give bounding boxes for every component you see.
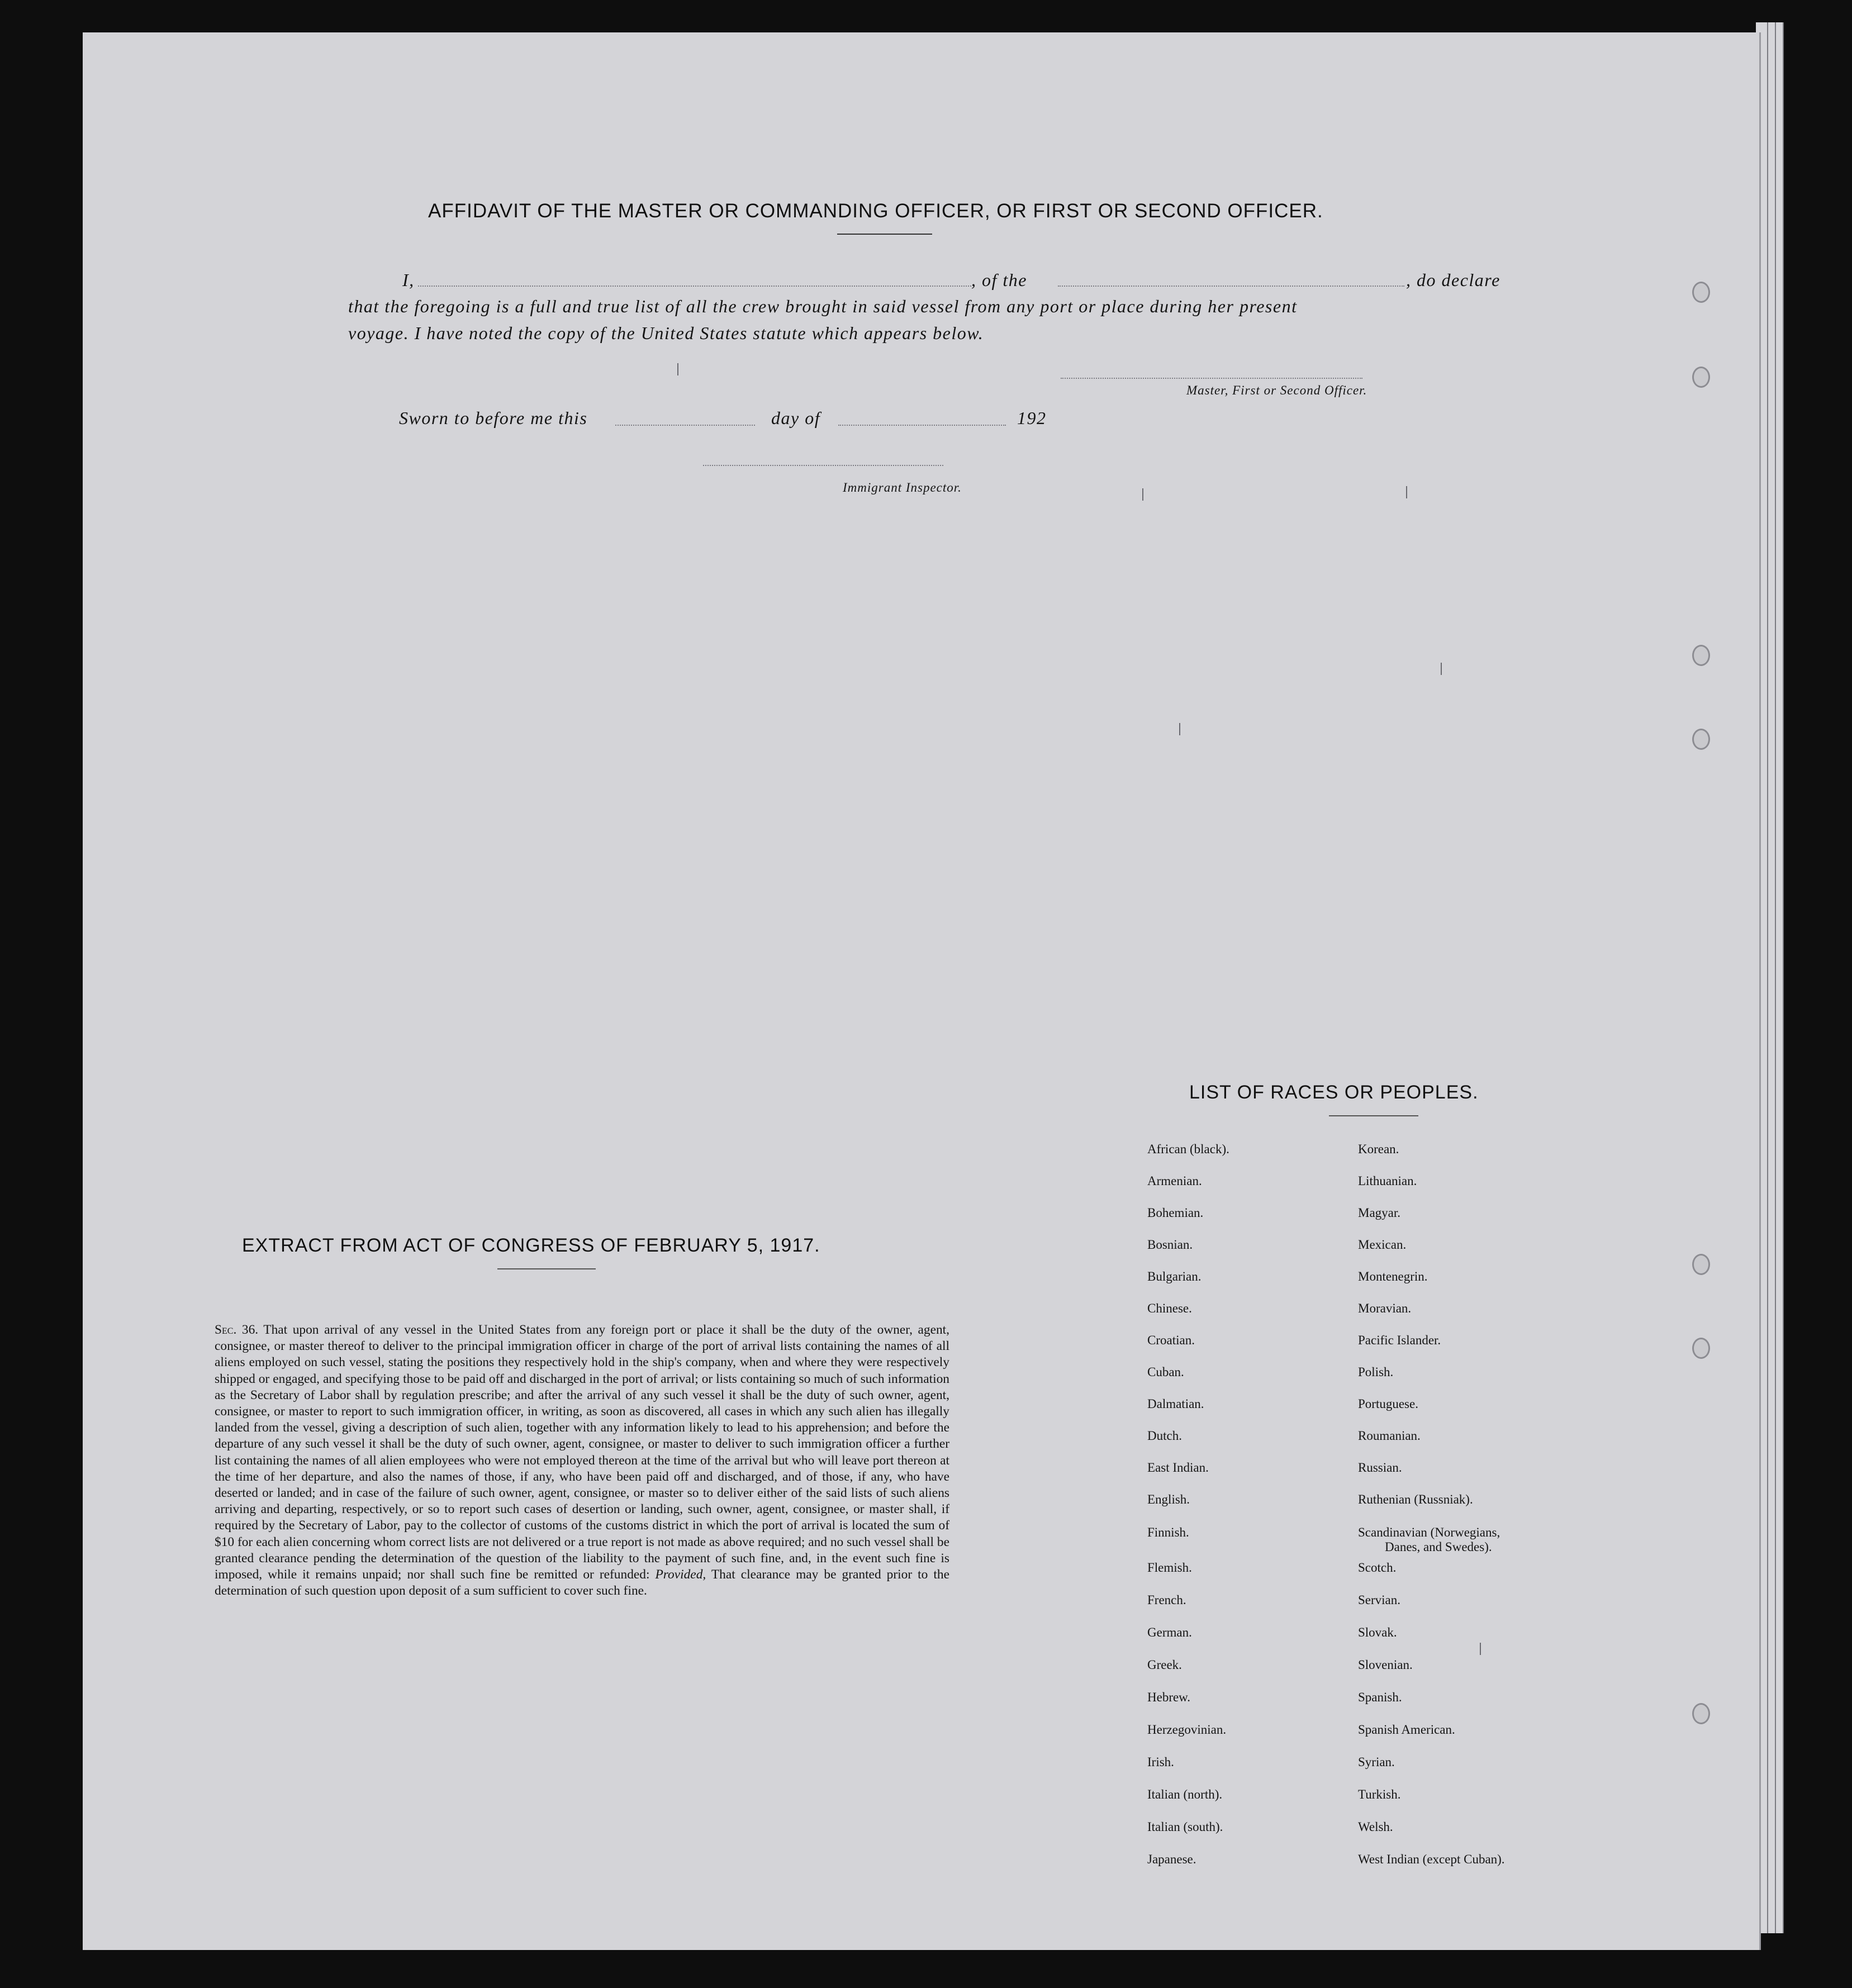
races-title-rule	[1329, 1115, 1418, 1116]
race-item: Turkish.	[1358, 1787, 1401, 1801]
sworn-year: 192	[1017, 408, 1047, 428]
officer-label: Master, First or Second Officer.	[1186, 383, 1367, 397]
race-item: Cuban.	[1147, 1365, 1184, 1379]
affidavit-title-rule	[837, 234, 932, 235]
document-page	[83, 32, 1761, 1950]
scan-mark	[1406, 486, 1407, 498]
race-item: Scandinavian (Norwegians,	[1358, 1525, 1500, 1539]
extract-title: EXTRACT FROM ACT OF CONGRESS OF FEBRUARY 5, 1917.	[242, 1235, 820, 1256]
race-item: German.	[1147, 1625, 1192, 1639]
race-item: Korean.	[1358, 1142, 1399, 1156]
race-item: African (black).	[1147, 1142, 1229, 1156]
race-item: Polish.	[1358, 1365, 1394, 1379]
race-item: Russian.	[1358, 1461, 1402, 1475]
binder-hole	[1692, 1338, 1710, 1359]
sworn-day-field[interactable]	[615, 425, 755, 426]
binder-hole	[1692, 1254, 1710, 1275]
name-field[interactable]	[418, 286, 971, 287]
extract-section-label: Sec. 36.	[215, 1323, 259, 1337]
race-item: Slovak.	[1358, 1625, 1397, 1639]
race-item: Italian (north).	[1147, 1787, 1223, 1801]
officer-signature-line[interactable]	[1061, 378, 1362, 379]
race-item: Flemish.	[1147, 1561, 1192, 1575]
extract-provided: Provided,	[655, 1567, 706, 1582]
race-item: East Indian.	[1147, 1461, 1209, 1475]
race-item: Greek.	[1147, 1658, 1182, 1672]
declare-line-1-end: , do declare	[1406, 270, 1500, 290]
race-item: Italian (south).	[1147, 1820, 1223, 1834]
sworn-text: Sworn to before me this	[399, 408, 588, 428]
race-item: Lithuanian.	[1358, 1174, 1417, 1188]
race-item: Magyar.	[1358, 1206, 1401, 1220]
race-item: Welsh.	[1358, 1820, 1393, 1834]
race-item: Spanish.	[1358, 1690, 1402, 1704]
scan-mark	[1142, 488, 1143, 501]
race-item: Japanese.	[1147, 1852, 1196, 1866]
race-item: Spanish American.	[1358, 1723, 1455, 1737]
scan-mark	[677, 363, 678, 375]
affidavit-title: AFFIDAVIT OF THE MASTER OR COMMANDING OFFICER, OR FIRST OR SECOND OFFICER.	[428, 200, 1323, 222]
race-item: Roumanian.	[1358, 1429, 1421, 1443]
race-item: Montenegrin.	[1358, 1269, 1428, 1283]
extract-body	[215, 1322, 949, 1599]
race-item: Syrian.	[1358, 1755, 1395, 1769]
race-item: Dutch.	[1147, 1429, 1182, 1443]
race-item: Dalmatian.	[1147, 1397, 1204, 1411]
race-item: Slovenian.	[1358, 1658, 1413, 1672]
extract-body-text: That upon arrival of any vessel in the United States from any foreign port or place it shall be the duty of the owner, agent, consignee, or master thereof to deliver to the principal immigration officer in charge of the port of arrival lists containing the names of all aliens employed on such vessel, stating the positions they respectively hold in the ship's company, when and where they were respectively shipped or engaged, and specifying those to be paid off and discharged in the port of arrival; or lists containing so much of such information as the Secretary of Labor shall by regulation prescribe; and after the arrival of any such vessel it shall be the duty of such owner, agent, consignee, or master to report to such immigration officer, in writing, as soon as discovered, all cases in which any such alien has illegally landed from the vessel, giving a description of such alien, together with any information likely to lead to his apprehension; and before the departure of any such vessel it shall be the duty of such owner, agent, consignee, or master to deliver to such immigration officer a further list containing the names of all alien employees who were not employed thereon at the time of the arrival but who will leave port thereon at the time of her departure, and also the names of those, if any, who have been paid off and discharged, and of those, if any, who have deserted or landed; and in case of the failure of such owner, agent, consignee, or master so to deliver either of the said lists of such aliens arriving and departing, respectively, or so to report such cases of desertion or landing, such owner, agent, consignee, or master shall, if required by the Secretary of Labor, pay to the collector of customs of the customs district in which the port of arrival is located the sum of $10 for each alien concerning whom correct lists are not delivered or a true report is not made as above required; and no such vessel shall be granted clearance pending the determination of the question of the liability to the payment of such fine, and, in the event such fine is imposed, while it remains unpaid; nor shall such fine be remitted or refunded:	[215, 1323, 950, 1582]
vessel-field[interactable]	[1058, 286, 1404, 287]
declare-line-2: that the foregoing is a full and true list of all the crew brought in said vessel from any port or place during her present	[348, 296, 1298, 316]
binder-hole	[1692, 367, 1710, 388]
binder-hole	[1692, 282, 1710, 303]
race-item: Pacific Islander.	[1358, 1333, 1441, 1347]
race-item: West Indian (except Cuban).	[1358, 1852, 1505, 1866]
race-item: Croatian.	[1147, 1333, 1195, 1347]
declare-line-1-start: I,	[402, 270, 415, 290]
binder-hole	[1692, 1703, 1710, 1724]
race-item: Portuguese.	[1358, 1397, 1418, 1411]
race-item: Moravian.	[1358, 1301, 1412, 1315]
race-item: Bulgarian.	[1147, 1269, 1202, 1283]
extract-body-text-2: That clearance may be granted prior to the determination of such question upon deposit of a sum sufficient to cover such fine.	[215, 1567, 949, 1599]
race-item: Scotch.	[1358, 1561, 1397, 1575]
scan-mark	[1480, 1643, 1481, 1655]
race-item: Danes, and Swedes).	[1385, 1540, 1492, 1554]
race-item: English.	[1147, 1492, 1190, 1506]
race-item: Irish.	[1147, 1755, 1174, 1769]
inspector-label: Immigrant Inspector.	[843, 481, 962, 494]
sworn-day-of: day of	[771, 408, 821, 428]
races-title: LIST OF RACES OR PEOPLES.	[1189, 1082, 1479, 1103]
extract-title-rule	[497, 1268, 596, 1269]
sworn-month-field[interactable]	[838, 425, 1006, 426]
binder-hole	[1692, 645, 1710, 666]
race-item: Mexican.	[1358, 1238, 1407, 1252]
race-item: Herzegovinian.	[1147, 1723, 1227, 1737]
inspector-signature-line[interactable]	[703, 465, 943, 466]
binder-hole	[1692, 729, 1710, 750]
race-item: French.	[1147, 1593, 1186, 1607]
race-item: Bosnian.	[1147, 1238, 1193, 1252]
race-item: Chinese.	[1147, 1301, 1192, 1315]
race-item: Servian.	[1358, 1593, 1401, 1607]
race-item: Bohemian.	[1147, 1206, 1204, 1220]
scan-mark	[1179, 723, 1180, 735]
race-item: Hebrew.	[1147, 1690, 1191, 1704]
declare-line-3: voyage. I have noted the copy of the United States statute which appears below.	[348, 323, 984, 343]
scan-mark	[1441, 663, 1442, 675]
race-item: Armenian.	[1147, 1174, 1202, 1188]
declare-line-1-mid: , of the	[971, 270, 1027, 290]
race-item: Finnish.	[1147, 1525, 1189, 1539]
race-item: Ruthenian (Russniak).	[1358, 1492, 1473, 1506]
